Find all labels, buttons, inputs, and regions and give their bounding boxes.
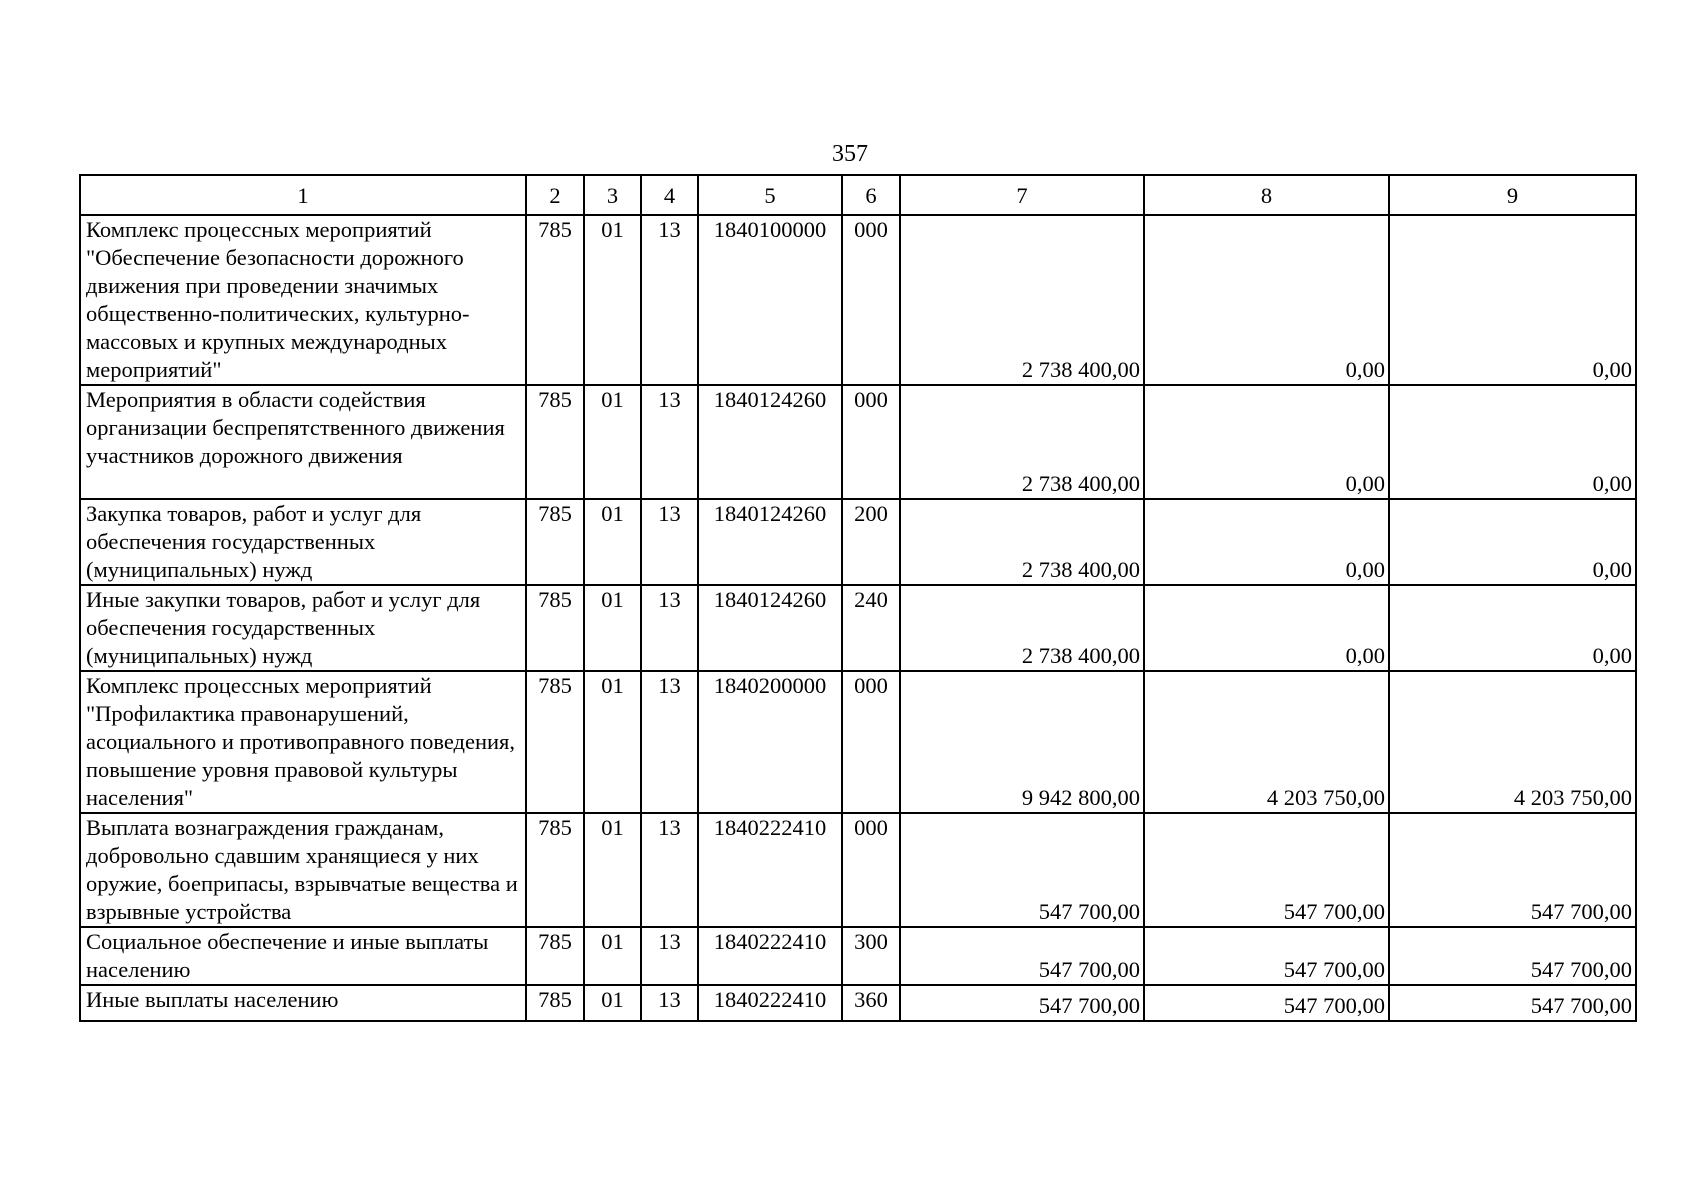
column-header-1: 1 [80, 175, 526, 215]
amount-col-9: 0,00 [1389, 499, 1636, 585]
target-article-code: 1840200000 [698, 671, 842, 813]
column-header-4: 4 [641, 175, 698, 215]
target-article-code: 1840100000 [698, 215, 842, 385]
page-number: 357 [832, 141, 868, 167]
section-code: 01 [584, 215, 641, 385]
target-article-code: 1840124260 [698, 585, 842, 671]
section-code: 01 [584, 985, 641, 1021]
expense-type-code: 360 [842, 985, 900, 1021]
expense-type-code: 000 [842, 813, 900, 927]
target-article-code: 1840222410 [698, 985, 842, 1021]
column-header-7: 7 [900, 175, 1144, 215]
ministry-code: 785 [526, 499, 584, 585]
table-row [80, 671, 1636, 813]
subsection-code: 13 [641, 927, 698, 985]
amount-col-8: 547 700,00 [1144, 927, 1389, 985]
amount-col-8: 0,00 [1144, 585, 1389, 671]
amount-col-7: 2 738 400,00 [900, 499, 1144, 585]
column-header-3: 3 [584, 175, 641, 215]
expense-type-code: 200 [842, 499, 900, 585]
expense-type-code: 300 [842, 927, 900, 985]
subsection-code: 13 [641, 813, 698, 927]
row-name: Иные выплаты населению [80, 985, 526, 1021]
section-code: 01 [584, 585, 641, 671]
ministry-code: 785 [526, 671, 584, 813]
row-name: Социальное обеспечение и иные выплаты населению [80, 927, 526, 985]
amount-col-7: 2 738 400,00 [900, 215, 1144, 385]
budget-table [79, 174, 1637, 1022]
row-name: Выплата вознаграждения гражданам, добровольно сдавшим хранящиеся у них оружие, боеприпасы, взрывчатые вещества и взрывные устройства [80, 813, 526, 927]
ministry-code: 785 [526, 585, 584, 671]
amount-col-9: 547 700,00 [1389, 813, 1636, 927]
target-article-code: 1840222410 [698, 813, 842, 927]
ministry-code: 785 [526, 813, 584, 927]
amount-col-7: 2 738 400,00 [900, 585, 1144, 671]
amount-col-9: 0,00 [1389, 385, 1636, 499]
target-article-code: 1840124260 [698, 499, 842, 585]
table-row [80, 927, 1636, 985]
expense-type-code: 240 [842, 585, 900, 671]
table-row [80, 585, 1636, 671]
subsection-code: 13 [641, 499, 698, 585]
row-name: Комплекс процессных мероприятий "Профилактика правонарушений, асоциального и противоправного поведения, повышение уровня правовой культуры населения" [80, 671, 526, 813]
expense-type-code: 000 [842, 385, 900, 499]
amount-col-9: 0,00 [1389, 585, 1636, 671]
amount-col-7: 2 738 400,00 [900, 385, 1144, 499]
section-code: 01 [584, 385, 641, 499]
section-code: 01 [584, 813, 641, 927]
expense-type-code: 000 [842, 671, 900, 813]
target-article-code: 1840124260 [698, 385, 842, 499]
subsection-code: 13 [641, 671, 698, 813]
amount-col-7: 9 942 800,00 [900, 671, 1144, 813]
row-name: Комплекс процессных мероприятий "Обеспечение безопасности дорожного движения при проведении значимых общественно-политических, культурно-массовых и крупных международных мероприятий" [80, 215, 526, 385]
amount-col-8: 547 700,00 [1144, 813, 1389, 927]
subsection-code: 13 [641, 385, 698, 499]
amount-col-9: 4 203 750,00 [1389, 671, 1636, 813]
amount-col-8: 0,00 [1144, 499, 1389, 585]
ministry-code: 785 [526, 215, 584, 385]
header-row [80, 175, 1636, 215]
section-code: 01 [584, 671, 641, 813]
ministry-code: 785 [526, 927, 584, 985]
table-row [80, 499, 1636, 585]
subsection-code: 13 [641, 215, 698, 385]
amount-col-8: 0,00 [1144, 385, 1389, 499]
row-name: Закупка товаров, работ и услуг для обеспечения государственных (муниципальных) нужд [80, 499, 526, 585]
amount-col-9: 0,00 [1389, 215, 1636, 385]
amount-col-7: 547 700,00 [900, 985, 1144, 1021]
table-row [80, 985, 1636, 1021]
amount-col-9: 547 700,00 [1389, 927, 1636, 985]
amount-col-7: 547 700,00 [900, 927, 1144, 985]
row-name: Мероприятия в области содействия организации беспрепятственного движения участников дорожного движения [80, 385, 526, 499]
amount-col-9: 547 700,00 [1389, 985, 1636, 1021]
table-row [80, 813, 1636, 927]
expense-type-code: 000 [842, 215, 900, 385]
ministry-code: 785 [526, 985, 584, 1021]
column-header-2: 2 [526, 175, 584, 215]
amount-col-8: 547 700,00 [1144, 985, 1389, 1021]
amount-col-7: 547 700,00 [900, 813, 1144, 927]
target-article-code: 1840222410 [698, 927, 842, 985]
column-header-8: 8 [1144, 175, 1389, 215]
section-code: 01 [584, 499, 641, 585]
table-row [80, 385, 1636, 499]
column-header-5: 5 [698, 175, 842, 215]
subsection-code: 13 [641, 985, 698, 1021]
section-code: 01 [584, 927, 641, 985]
row-name: Иные закупки товаров, работ и услуг для обеспечения государственных (муниципальных) нужд [80, 585, 526, 671]
table-row [80, 215, 1636, 385]
subsection-code: 13 [641, 585, 698, 671]
column-header-6: 6 [842, 175, 900, 215]
column-header-9: 9 [1389, 175, 1636, 215]
amount-col-8: 4 203 750,00 [1144, 671, 1389, 813]
amount-col-8: 0,00 [1144, 215, 1389, 385]
ministry-code: 785 [526, 385, 584, 499]
